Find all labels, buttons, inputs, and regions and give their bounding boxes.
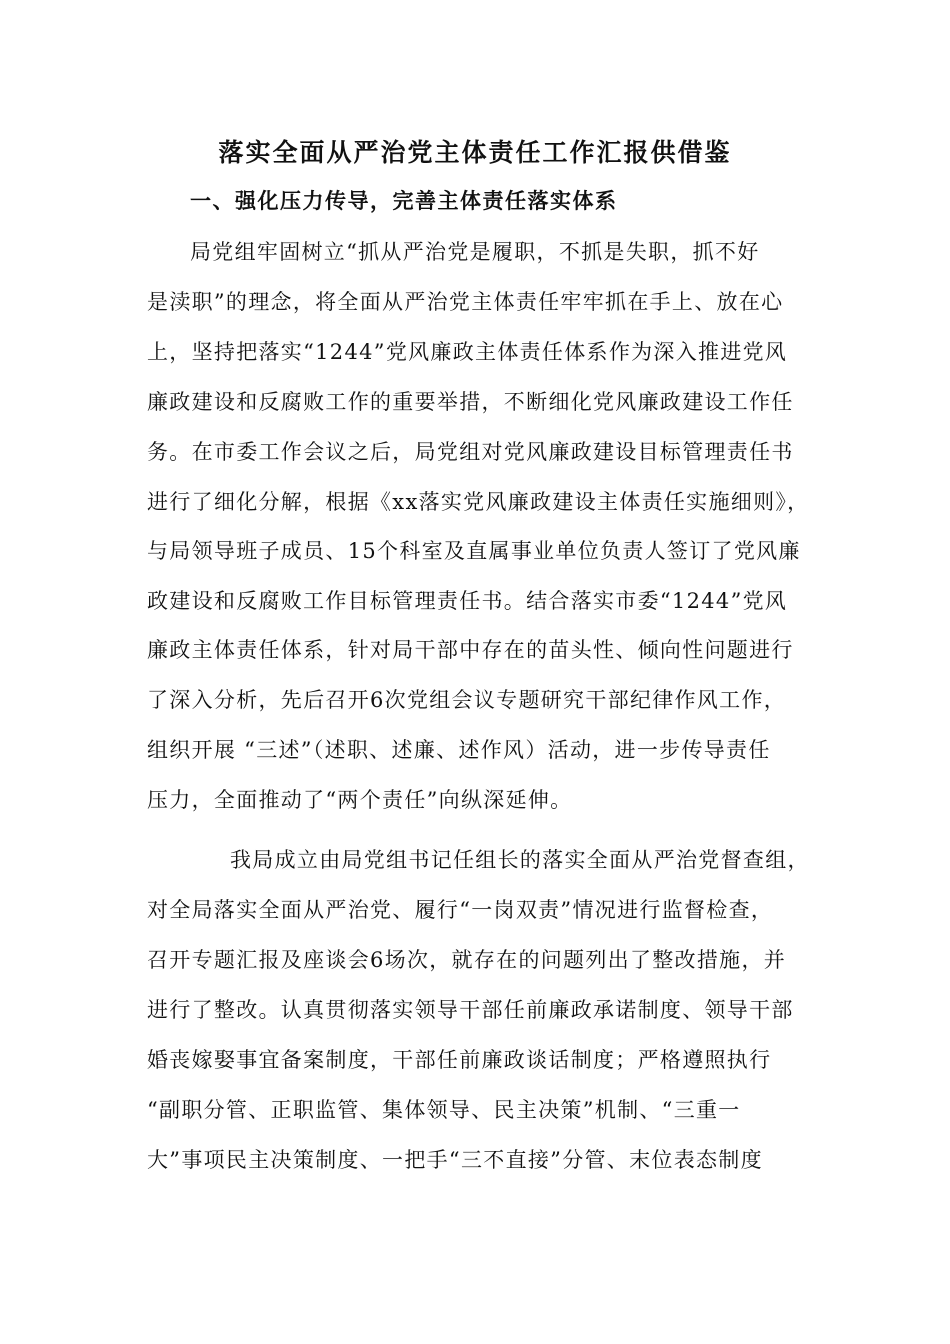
paragraph-line: 与局领导班子成员、15个科室及直属事业单位负责人签订了党风廉 [147,539,801,563]
paragraph-line: 是渎职”的理念，将全面从严治党主体责任牢牢抓在手上、放在心 [147,290,784,314]
paragraph-line: 对全局落实全面从严治党、履行“一岗双责”情况进行监督检查， [147,898,774,922]
paragraph-line: 召开专题汇报及座谈会6场次，就存在的问题列出了整改措施，并 [147,948,787,972]
paragraph-line: 组织开展 “三述”（述职、述廉、述作风）活动，进一步传导责任 [147,738,771,762]
paragraph-line: 压力，全面推动了“两个责任”向纵深延伸。 [147,788,573,812]
paragraph-line: 局党组牢固树立“抓从严治党是履职，不抓是失职，抓不好 [190,240,760,264]
paragraph-line: “副职分管、正职监管、集体领导、民主决策”机制、“三重一 [147,1098,741,1122]
paragraph-line: 大”事项民主决策制度、一把手“三不直接”分管、末位表态制度 [147,1148,763,1172]
paragraph-line: 进行了细化分解，根据《xx落实党风廉政建设主体责任实施细则》， [147,490,810,514]
paragraph-line: 了深入分析，先后召开6次党组会议专题研究干部纪律作风工作， [147,688,787,712]
paragraph-line: 上，坚持把落实“1244”党风廉政主体责任体系作为深入推进党风 [147,340,788,364]
paragraph-line: 廉政主体责任体系，针对局干部中存在的苗头性、倾向性问题进行 [147,638,794,662]
paragraph-line: 我局成立由局党组书记任组长的落实全面从严治党督查组， [230,848,810,872]
paragraph-line: 婚丧嫁娶事宜备案制度，干部任前廉政谈话制度；严格遵照执行 [147,1048,772,1072]
document-title: 落实全面从严治党主体责任工作汇报供借鉴 [218,138,732,167]
section-heading: 一、强化压力传导，完善主体责任落实体系 [190,188,618,213]
paragraph-line: 政建设和反腐败工作目标管理责任书。结合落实市委“1244”党风 [147,589,788,613]
paragraph-line: 廉政建设和反腐败工作的重要举措，不断细化党风廉政建设工作任 [147,390,794,414]
paragraph-line: 务。在市委工作会议之后，局党组对党风廉政建设目标管理责任书 [147,440,794,464]
paragraph-line: 进行了整改。认真贯彻落实领导干部任前廉政承诺制度、领导干部 [147,998,794,1022]
